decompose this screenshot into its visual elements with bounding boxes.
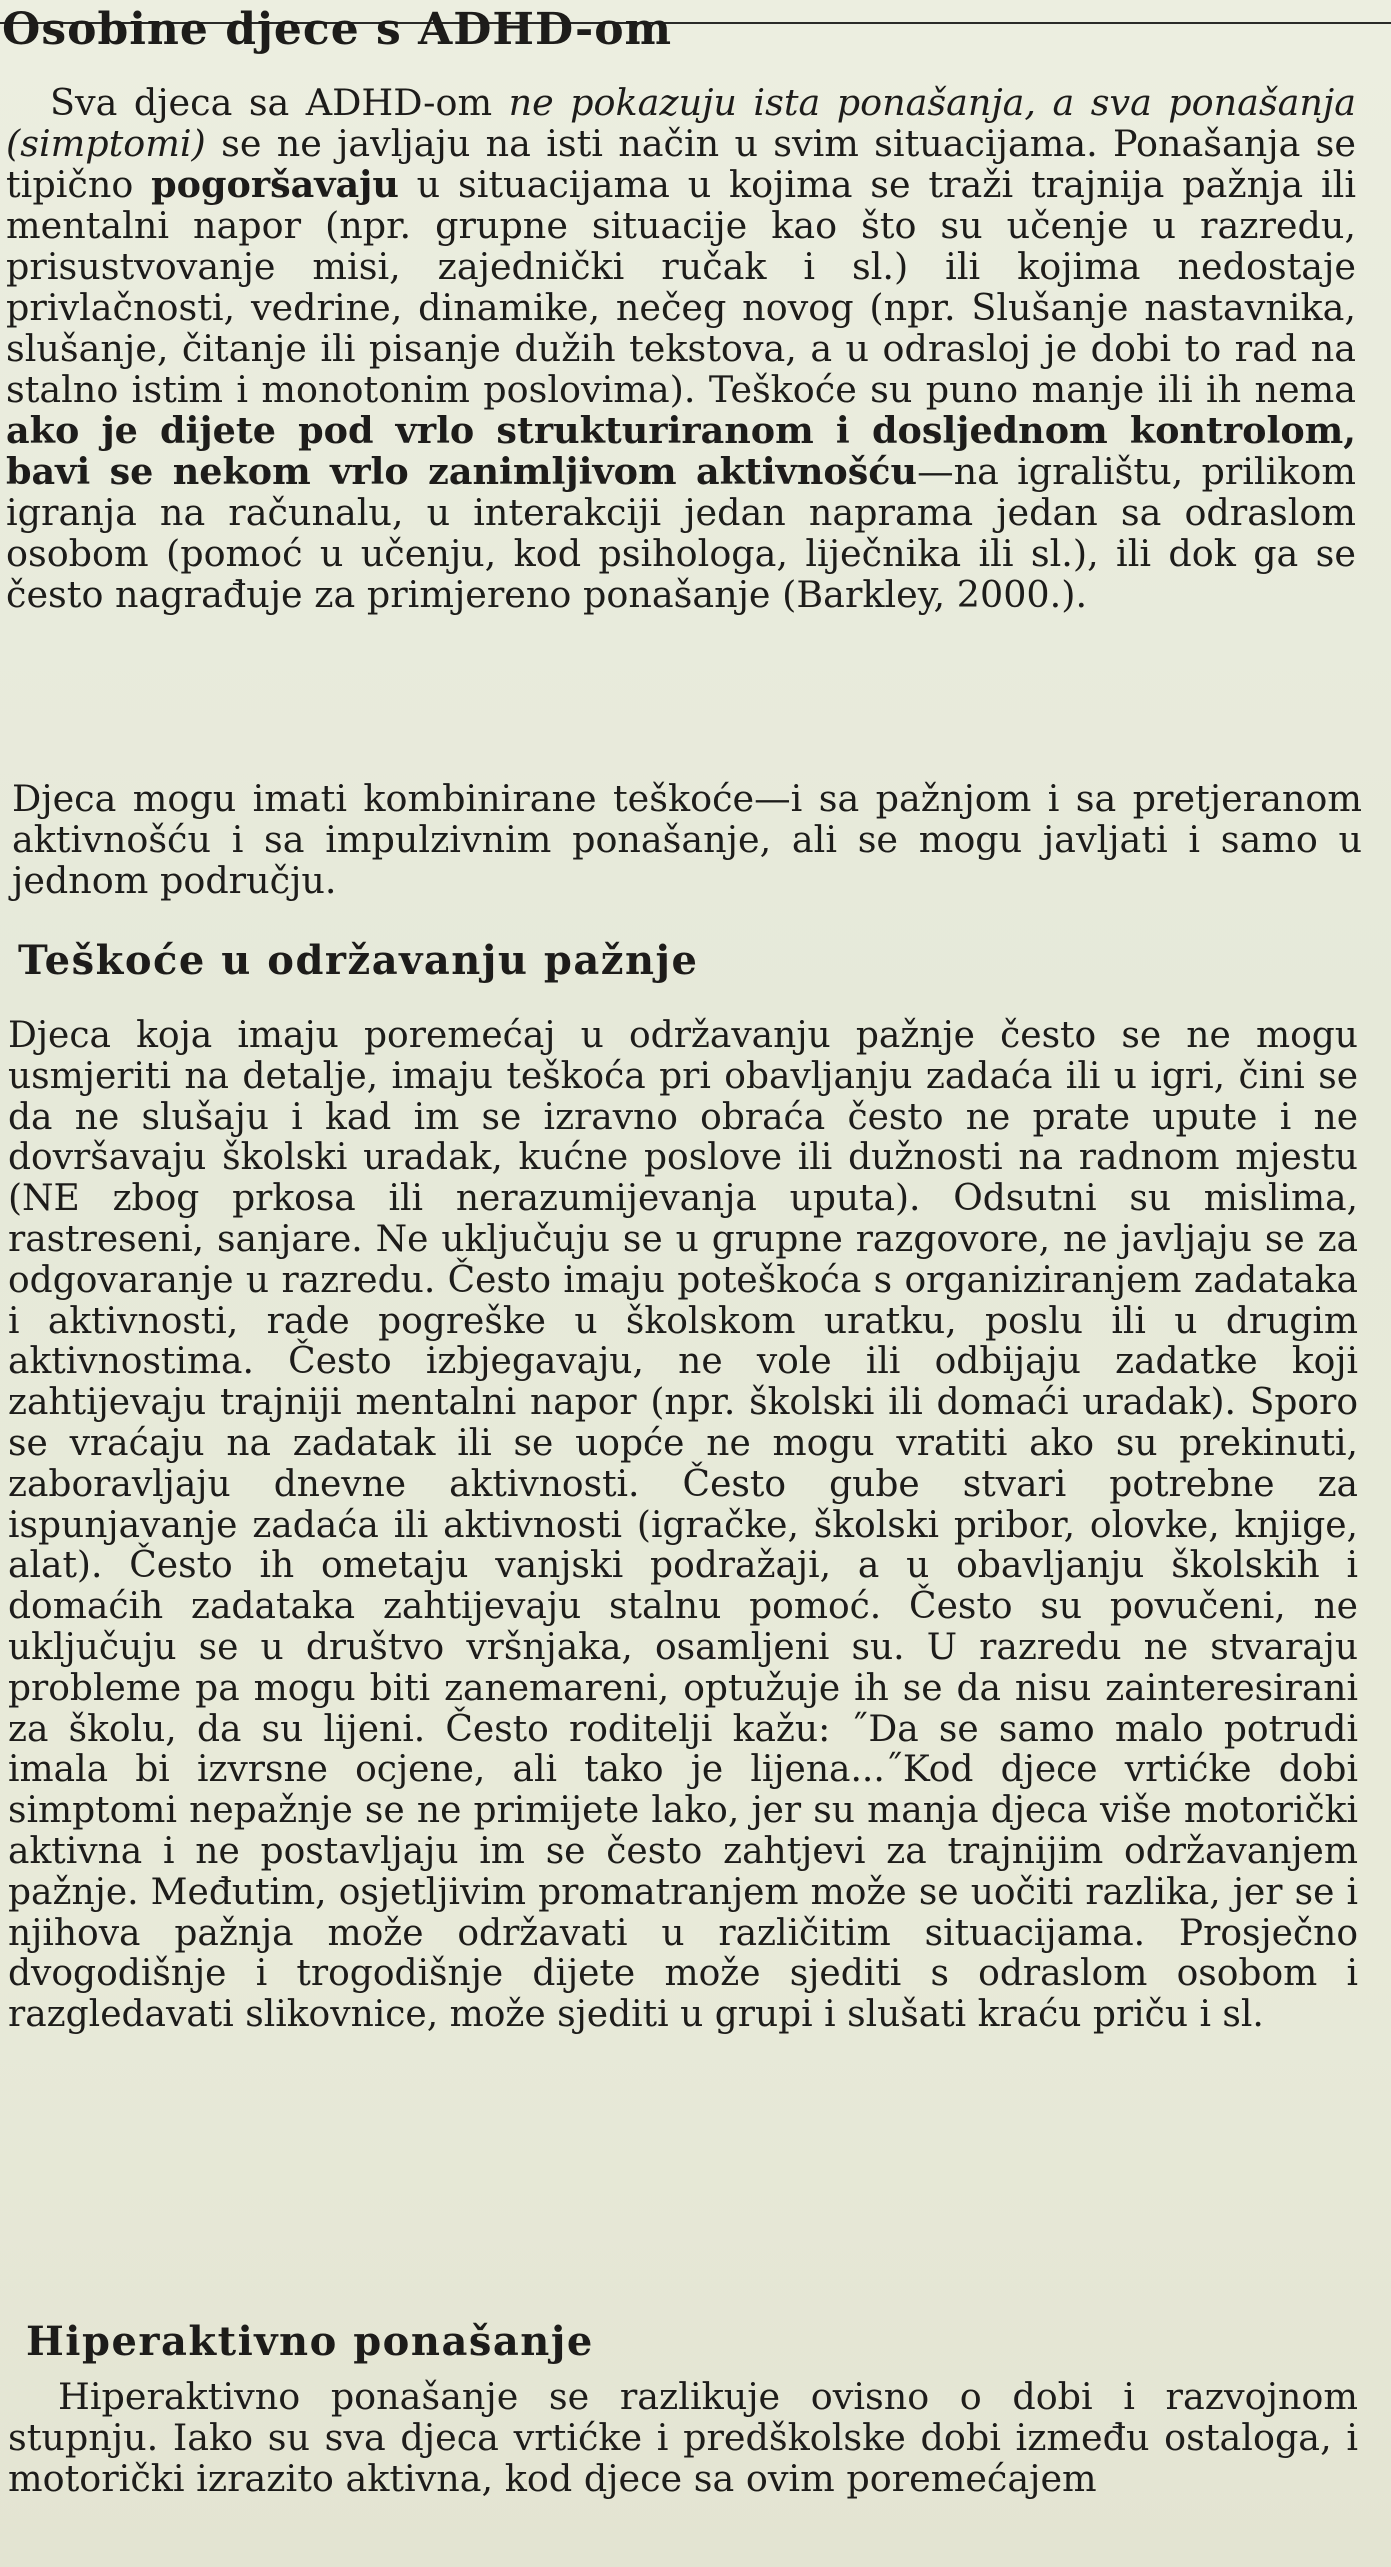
intro-text-1: Sva djeca sa ADHD-om <box>50 81 509 124</box>
intro-text-2: se ne javljaju na isti način u svim situacijama. Ponašanja se tipično <box>6 122 1356 206</box>
combined-difficulties-paragraph: Djeca mogu imati kombinirane teškoće—i sa pažnjom i sa pretjeranom aktivnošću i sa impulzivnim ponašanje, ali se mogu javljati i samo u jednom području. <box>12 777 1362 902</box>
attention-paragraph: Djeca koja imaju poremećaj u održavanju pažnje često se ne mogu usmjeriti na detalje, imaju teškoća pri obavljanju zadaća ili u igri, čini se da ne slušaju i kad im se izravno obraća često ne prate upute i ne dovršavaju školski uradak, kućne poslove ili dužnosti na radnom mjestu (NE zbog prkosa ili nerazumijevanja uputa). Odsutni su mislima, rastreseni, sanjare. Ne uključuju se u grupne razgovore, ne javljaju se za odgovaranje u razredu. Često imaju poteškoća s organiziranjem zadataka i aktivnosti, rade pogreške u školskom uratku, poslu ili u drugim aktivnostima. Često izbjegavaju, ne vole ili odbijaju zadatke koji zahtijevaju trajniji mentalni napor (npr. školski ili domaći uradak). Sporo se vraćaju na zadatak ili se uopće ne mogu vratiti ako su prekinuti, zaboravljaju dnevne aktivnosti. Često gube stvari potrebne za ispunjavanje zadaća ili aktivnosti (igračke, školski pribor, olovke, knjige, alat). Često ih ometaju vanjski podražaji, a u obavljanju školskih i domaćih zadataka zahtijevaju stalnu pomoć. Često su povučeni, ne uključuju se u društvo vršnjaka, osamljeni su. U razredu ne stvaraju probleme pa mogu biti zanemareni, optužuje ih se da nisu zainteresirani za školu, da su lijeni. Često roditelji kažu: ˝Da se samo malo potrudi imala bi izvrsne ocjene, ali tako je lijena...˝Kod djece vrtićke dobi simptomi nepažnje se ne primijete lako, jer su manja djeca više motorički aktivna i ne postavljaju im se često zahtjevi za trajnijim održavanjem pažnje. Međutim, osjetljivim promatranjem može se uočiti razlika, jer se i njihova pažnja može održavati u različitim situacijama. Prosječno dvogodišnje i trogodišnje dijete može sjediti s odraslom osobom i razgledavati slikovnice, može sjediti u grupi i slušati kraću priču i sl. <box>8 1015 1358 2036</box>
attention-heading: Teškoće u održavanju pažnje <box>18 937 699 984</box>
section-title: Osobine djece s ADHD-om <box>2 4 673 55</box>
hyperactive-heading: Hiperaktivno ponašanje <box>26 2318 594 2365</box>
intro-text-3: u situacijama u kojima se traži trajnija pažnja ili mentalni napor (npr. grupne situacije kao što su učenje u razredu, prisustvovanje misi, zajednički ručak i sl.) ili kojima nedostaje privlačnosti, vedrine, dinamike, nečeg novog (npr. Slušanje nastavnika, slušanje, čitanje ili pisanje dužih tekstova, a u odrasloj je dobi to rad na stalno istim i monotonim poslovima). Teškoće su puno manje ili ih nema <box>6 163 1356 411</box>
intro-text-4: —na igralištu, prilikom igranja na računalu, u interakciji jedan naprama jedan sa odraslom osobom (pomoć u učenju, kod psihologa, liječnika ili sl.), ili dok ga se često nagrađuje za primjereno ponašanje (Barkley, 2000.). <box>6 450 1356 616</box>
intro-bold-word: pogoršavaju <box>151 163 399 206</box>
hyperactive-paragraph: Hiperaktivno ponašanje se razlikuje ovisno o dobi i razvojnom stupnju. Iako su sva djeca vrtićke i predškolske dobi između ostaloga, i motorički izrazito aktivna, kod djece sa ovim poremećajem <box>8 2375 1358 2500</box>
intro-paragraph <box>6 82 1356 615</box>
intro-italic-phrase: ne pokazuju ista ponašanja, a sva ponašanja (simptomi) <box>6 81 1356 165</box>
intro-bold-phrase: ako je dijete pod vrlo strukturiranom i dosljednom kontrolom, bavi se nekom vrlo zanimljivom aktivnošću <box>6 409 1356 493</box>
